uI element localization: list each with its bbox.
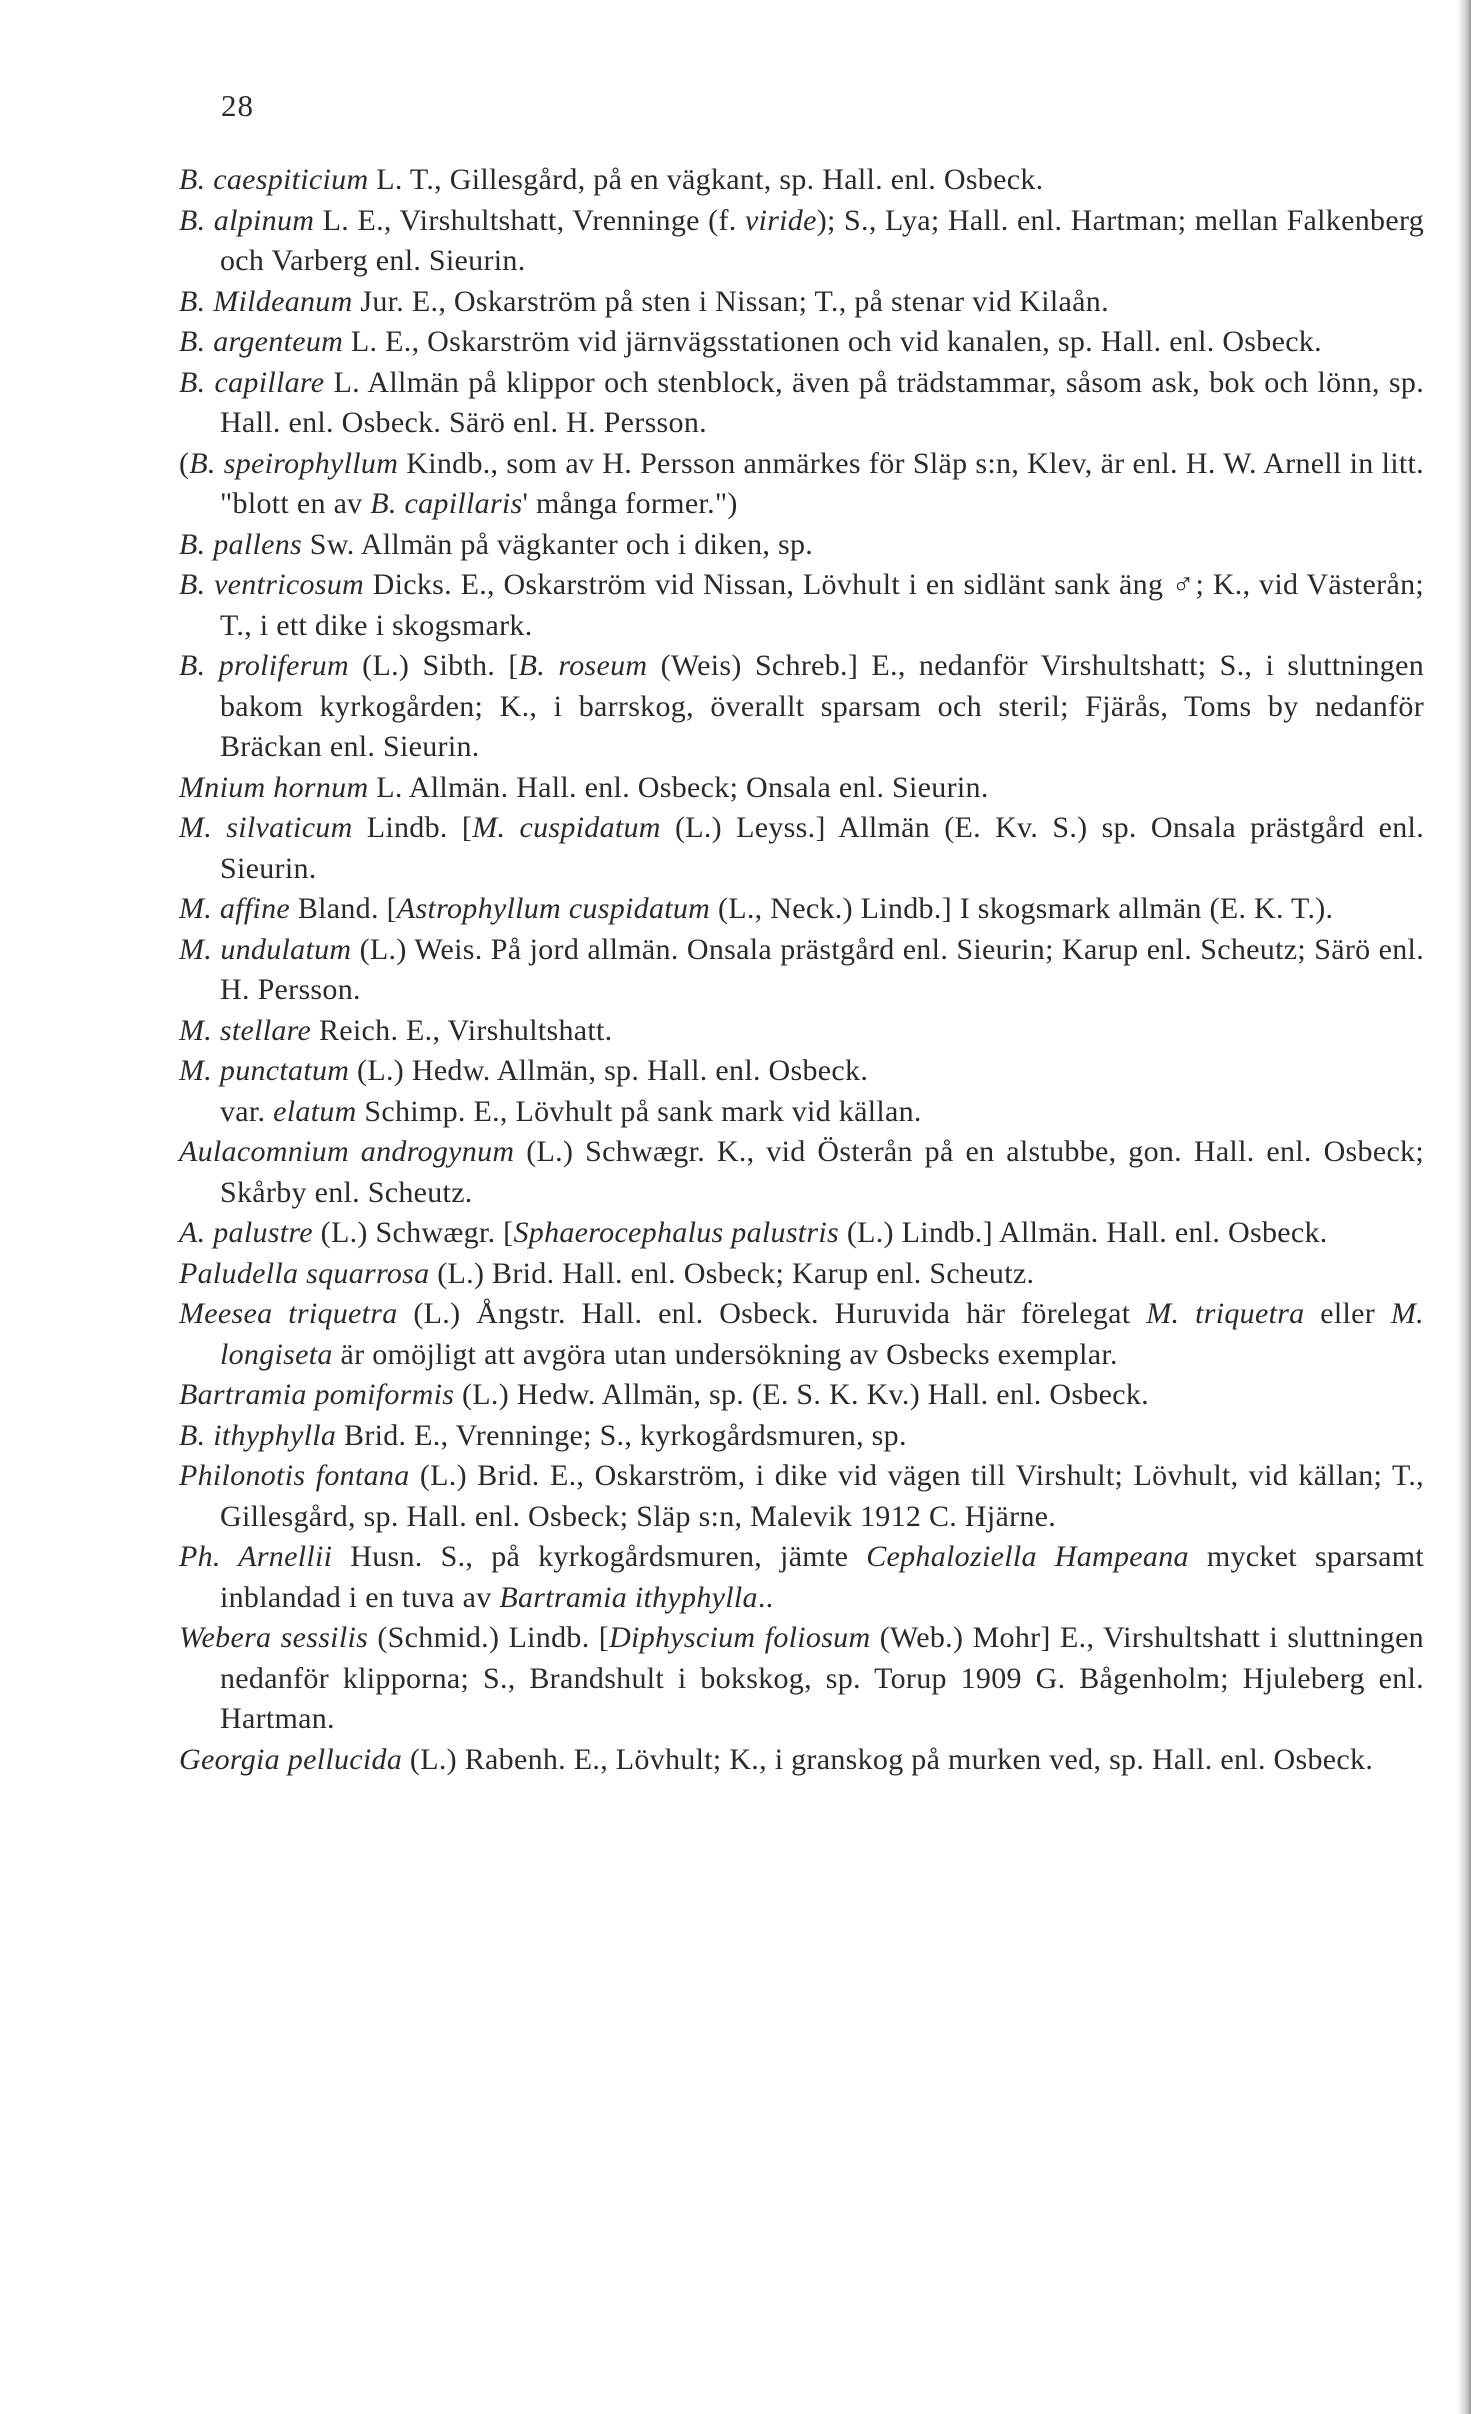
entry-text: L. T., Gillesgård, på en vägkant, sp. Hall. enl. Osbeck.: [368, 163, 1044, 196]
species-entry: [179, 1740, 1424, 1781]
entry-text: Brid. E., Vrenninge; S., kyrkogårdsmuren, sp.: [336, 1418, 907, 1452]
taxon-name: Mnium hornum: [179, 770, 369, 804]
taxon-name: Sphaerocephalus palustris: [513, 1216, 840, 1249]
species-entry: [179, 1132, 1424, 1213]
taxon-name: M. stellare: [179, 1013, 312, 1047]
taxon-name: Diphyscium foliosum: [609, 1621, 871, 1654]
entry-text: (L.) Leyss.] Allmän (E. Kv. S.) sp. Onsala prästgård enl. Sieurin.: [220, 811, 1424, 885]
taxon-name: Astrophyllum cuspidatum: [396, 892, 711, 925]
entry-text: L. Allmän. Hall. enl. Osbeck; Onsala enl. Sieurin.: [368, 770, 989, 804]
taxon-name: M. silvaticum: [179, 811, 353, 844]
taxon-name: A. palustre: [179, 1216, 313, 1249]
entry-text: (L.) Ångstr. Hall. enl. Osbeck. Huruvida här förelegat: [397, 1297, 1147, 1330]
species-entry: [179, 889, 1424, 930]
entry-text: mycket sparsamt inblandad i en tuva av: [220, 1540, 1424, 1614]
taxon-name: Philonotis fontana: [179, 1459, 410, 1492]
entry-text: Schimp. E., Lövhult på sank mark vid källan.: [356, 1094, 922, 1128]
entry-text: Dicks. E., Oskarström vid Nissan, Lövhult i en sidlänt sank äng ♂; K., vid Västerån; T., i ett dike i skogsmark.: [220, 568, 1425, 642]
entry-text: är omöjligt att avgöra utan undersökning av Osbecks exemplar.: [332, 1337, 1118, 1371]
species-entry: [179, 1416, 1424, 1457]
species-entry: [179, 1254, 1424, 1295]
taxon-name: M. punctatum: [179, 1054, 350, 1087]
taxon-name: Webera sessilis: [179, 1621, 369, 1654]
taxon-name: Aulacomnium androgynum: [179, 1135, 515, 1168]
entry-text: ' många former."): [522, 487, 738, 520]
species-entry: [179, 1213, 1424, 1254]
species-entry: [179, 1051, 1424, 1092]
taxon-name: M. longiseta: [220, 1297, 1424, 1371]
species-entry: [179, 282, 1424, 323]
entry-text: var.: [220, 1094, 274, 1128]
species-list: [179, 160, 1424, 1780]
entry-text: (L.) Schwægr. K., vid Österån på en alstubbe, gon. Hall. enl. Osbeck; Skårby enl. Scheutz.: [220, 1135, 1424, 1209]
taxon-name: Cephaloziella Hampeana: [866, 1540, 1189, 1573]
species-entry: [179, 808, 1424, 889]
taxon-name: B. Mildeanum: [179, 284, 353, 318]
entry-text: L. E., Oskarström vid järnvägsstationen och vid kanalen, sp. Hall. enl. Osbeck.: [343, 325, 1322, 358]
entry-text: Sw. Allmän på vägkanter och i diken, sp.: [302, 527, 814, 561]
taxon-name: B. speirophyllum: [189, 446, 399, 480]
taxon-name: M. affine: [179, 892, 291, 925]
entry-text: (L.) Hedw. Allmän, sp. Hall. enl. Osbeck.: [349, 1054, 869, 1087]
entry-text: Jur. E., Oskarström på sten i Nissan; T., på stenar vid Kilaån.: [352, 284, 1109, 318]
taxon-name: B. ithyphylla: [179, 1418, 337, 1452]
species-entry: [179, 565, 1424, 646]
entry-text: Husn. S., på kyrkogårdsmuren, jämte: [332, 1540, 867, 1573]
entry-text: (L.) Brid. Hall. enl. Osbeck; Karup enl. Scheutz.: [429, 1256, 1035, 1290]
species-entry: [179, 1011, 1424, 1052]
taxon-name: M. cuspidatum: [472, 811, 661, 844]
taxon-name: B. alpinum: [179, 203, 315, 237]
taxon-name: viride: [744, 203, 817, 237]
taxon-name: Ph. Arnellii: [179, 1540, 333, 1573]
entry-text: (L.) Rabenh. E., Lövhult; K., i granskog på murken ved, sp. Hall. enl. Osbeck.: [402, 1742, 1374, 1776]
taxon-name: B. proliferum: [179, 649, 349, 682]
taxon-name: Meesea triquetra: [179, 1297, 398, 1330]
species-entry: [179, 363, 1424, 444]
species-entry: [179, 525, 1424, 566]
entry-text: (L.) Sibth. [: [348, 649, 519, 682]
species-entry: [179, 322, 1424, 363]
species-entry: [179, 1092, 1424, 1133]
entry-text: (: [179, 446, 190, 480]
entry-text: (Web.) Mohr] E., Virshultshatt i sluttningen nedanför klipporna; S., Brandshult i bokskog, sp. Torup 1909 G. Bågenholm; Hjuleberg enl. Hartman.: [220, 1621, 1424, 1735]
entry-text: (L.) Weis. På jord allmän. Onsala prästgård enl. Sieurin; Karup enl. Scheutz; Särö enl. H. Persson.: [220, 932, 1424, 1006]
entry-text: Lindb. [: [352, 811, 473, 844]
entry-text: L. Allmän på klippor och stenblock, även på trädstammar, såsom ask, bok och lönn, sp. Hall. enl. Osbeck. Särö enl. H. Persson.: [220, 365, 1424, 439]
entry-text: (L.) Brid. E., Oskarström, i dike vid vägen till Virshult; Lövhult, vid källan; T., Gillesgård, sp. Hall. enl. Osbeck; Släp s:n, Malevik 1912 C. Hjärne.: [220, 1459, 1424, 1533]
species-entry: [179, 444, 1424, 525]
species-entry: [179, 646, 1424, 768]
entry-text: (L.) Schwægr. [: [312, 1216, 514, 1249]
taxon-name: B. argenteum: [179, 325, 344, 358]
taxon-name: B. capillare: [179, 365, 325, 399]
taxon-name: B. capillaris: [370, 487, 523, 520]
entry-text: eller: [1304, 1297, 1391, 1330]
page-edge-shadow: [1457, 0, 1471, 2414]
species-entry: [179, 1618, 1424, 1740]
taxon-name: Georgia pellucida: [179, 1742, 403, 1776]
taxon-name: Paludella squarrosa: [179, 1256, 430, 1290]
species-entry: [179, 1375, 1424, 1416]
species-entry: [179, 930, 1424, 1011]
species-entry: [179, 1456, 1424, 1537]
entry-text: Bland. [: [290, 892, 397, 925]
species-entry: [179, 160, 1424, 201]
species-entry: [179, 1294, 1424, 1375]
species-entry: [179, 1537, 1424, 1618]
taxon-name: B. roseum: [518, 649, 648, 682]
entry-text: (L.) Lindb.] Allmän. Hall. enl. Osbeck.: [839, 1216, 1328, 1249]
entry-text: (L., Neck.) Lindb.] I skogsmark allmän (E. K. T.).: [710, 892, 1334, 925]
species-entry: [179, 201, 1424, 282]
entry-text: ); S., Lya; Hall. enl. Hartman; mellan Falkenberg och Varberg enl. Sieurin.: [220, 203, 1424, 277]
taxon-name: B. caespiticium: [179, 163, 369, 196]
taxon-name: M. undulatum: [179, 932, 352, 966]
entry-text: (Schmid.) Lindb. [: [368, 1621, 610, 1654]
taxon-name: elatum: [273, 1094, 357, 1128]
taxon-name: Bartramia ithyphylla: [499, 1580, 758, 1614]
entry-text: Kindb., som av H. Persson anmärkes för Släp s:n, Klev, är enl. H. W. Arnell in litt. "blott en av: [220, 446, 1424, 520]
taxon-name: B. ventricosum: [179, 568, 365, 601]
taxon-name: M. triquetra: [1146, 1297, 1305, 1330]
entry-text: (Weis) Schreb.] E., nedanför Virshultshatt; S., i sluttningen bakom kyrkogården; K., i barrskog, överallt sparsam och steril; Fjärås, Toms by nedanför Bräckan enl. Sieurin.: [220, 649, 1424, 763]
page-number: 28: [221, 88, 254, 123]
taxon-name: B. pallens: [179, 527, 302, 561]
entry-text: Reich. E., Virshultshatt.: [311, 1013, 613, 1047]
entry-text: L. E., Virshultshatt, Vrenninge (f.: [314, 203, 745, 237]
species-entry: [179, 768, 1424, 809]
taxon-name: Bartramia pomiformis: [179, 1378, 455, 1411]
entry-text: ..: [757, 1580, 774, 1614]
entry-text: (L.) Hedw. Allmän, sp. (E. S. K. Kv.) Hall. enl. Osbeck.: [454, 1378, 1149, 1411]
